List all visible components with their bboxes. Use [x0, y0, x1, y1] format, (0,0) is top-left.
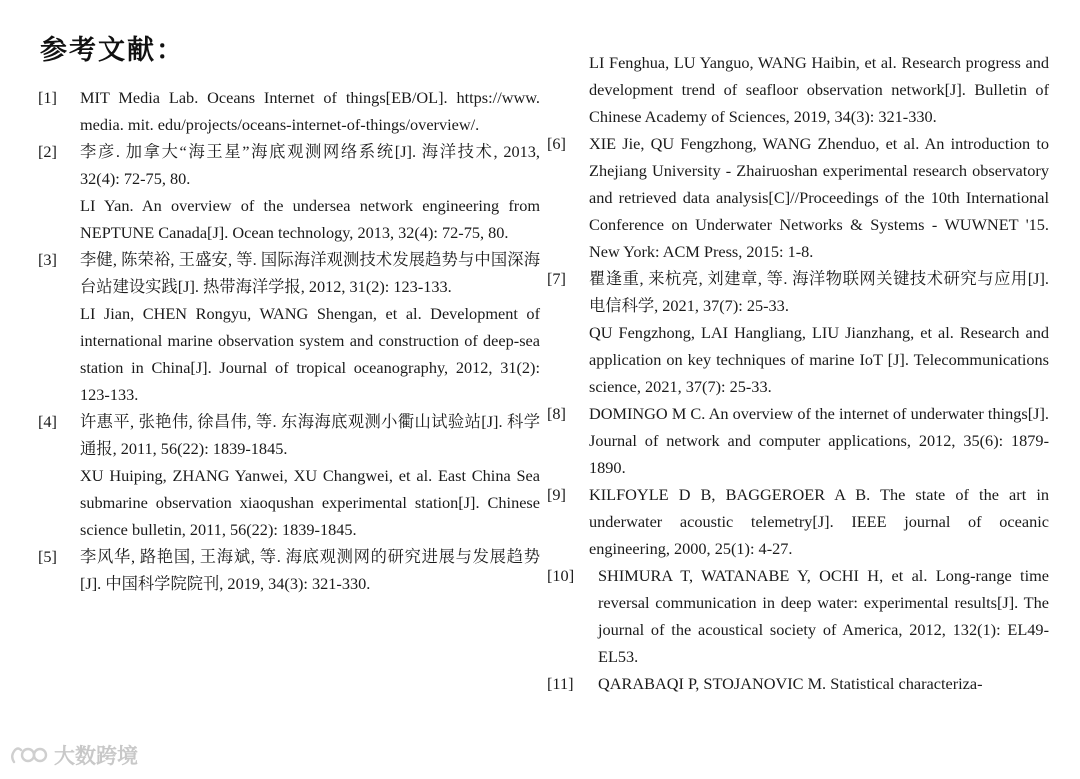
reference-4	[38, 408, 540, 543]
reference-text: 许惠平, 张艳伟, 徐昌伟, 等. 东海海底观测小衢山试验站[J]. 科学通报, 2011, 56(22): 1839-1845.	[80, 412, 540, 458]
reference-number: [6]	[547, 134, 566, 153]
reference-3	[38, 246, 540, 408]
reference-5	[38, 543, 540, 597]
reference-text: 李风华, 路艳国, 王海斌, 等. 海底观测网的研究进展与发展趋势[J]. 中国科学院院刊, 2019, 34(3): 321-330.	[80, 547, 540, 593]
reference-text: MIT Media Lab. Oceans Internet of things[EB/OL]. https://www. media. mit. edu/projects/oceans-internet-of-things/overview/.	[80, 88, 540, 134]
reference-text-translation: LI Fenghua, LU Yanguo, WANG Haibin, et al. Research progress and development trend of seafloor observation network[J]. Bulletin of Chinese Academy of Sciences, 2019, 34(3): 321-330.	[589, 53, 1049, 126]
logo-icon	[8, 742, 48, 768]
reference-text: QARABAQI P, STOJANOVIC M. Statistical characteriza-	[598, 674, 983, 693]
reference-number: [4]	[38, 412, 57, 431]
watermark	[8, 740, 138, 770]
reference-9	[547, 481, 1049, 562]
reference-text: KILFOYLE D B, BAGGEROER A B. The state of the art in underwater acoustic telemetry[J]. IEEE journal of oceanic engineering, 2000, 25(1): 4-27.	[589, 485, 1049, 558]
watermark-text: 大数跨境	[54, 744, 138, 768]
reference-text-translation: QU Fengzhong, LAI Hangliang, LIU Jianzhang, et al. Research and application on key techniques of marine IoT [J]. Telecommunications science, 2021, 37(7): 25-33.	[589, 323, 1049, 396]
page-title: 参考文献：	[40, 35, 185, 66]
reference-number: [2]	[38, 142, 57, 161]
reference-text: SHIMURA T, WATANABE Y, OCHI H, et al. Long-range time reversal communication in deep water: experimental results[J]. The journal of the acoustical society of America, 2012, 132(1): EL49-EL53.	[598, 566, 1049, 666]
reference-number: [10]	[547, 566, 575, 585]
reference-8	[547, 400, 1049, 481]
references-right-column	[547, 49, 1049, 697]
reference-number: [8]	[547, 404, 566, 423]
reference-text-translation: LI Yan. An overview of the undersea network engineering from NEPTUNE Canada[J]. Ocean technology, 2013, 32(4): 72-75, 80.	[80, 196, 540, 242]
reference-text: 李彦. 加拿大“海王星”海底观测网络系统[J]. 海洋技术, 2013, 32(4): 72-75, 80.	[80, 142, 540, 188]
reference-text: 瞿逢重, 来杭亮, 刘建章, 等. 海洋物联网关键技术研究与应用[J]. 电信科学, 2021, 37(7): 25-33.	[589, 269, 1049, 315]
reference-number: [11]	[547, 674, 574, 693]
reference-text-translation: XU Huiping, ZHANG Yanwei, XU Changwei, et al. East China Sea submarine observation xiaoqushan experimental station[J]. Chinese science bulletin, 2011, 56(22): 1839-1845.	[80, 466, 540, 539]
reference-text: XIE Jie, QU Fengzhong, WANG Zhenduo, et al. An introduction to Zhejiang University - Zhairuoshan experimental research observatory and retrieved data analysis[C]//Proceedings of the 10th International Conference on Underwater Networks & Systems - WUWNET '15. New York: ACM Press, 2015: 1-8.	[589, 134, 1049, 261]
reference-text: 李健, 陈荣裕, 王盛安, 等. 国际海洋观测技术发展趋势与中国深海台站建设实践[J]. 热带海洋学报, 2012, 31(2): 123-133.	[80, 250, 540, 296]
reference-7	[547, 265, 1049, 400]
reference-10	[547, 562, 1049, 670]
reference-number: [1]	[38, 88, 57, 107]
references-left-column	[38, 84, 540, 597]
reference-text-translation: LI Jian, CHEN Rongyu, WANG Shengan, et al. Development of international marine observation system and construction of deep-sea station in China[J]. Journal of tropical oceanography, 2012, 31(2): 123-133.	[80, 304, 540, 404]
reference-1	[38, 84, 540, 138]
reference-number: [5]	[38, 547, 57, 566]
reference-text: DOMINGO M C. An overview of the internet of underwater things[J]. Journal of network and computer applications, 2012, 35(6): 1879-1890.	[589, 404, 1049, 477]
reference-number: [9]	[547, 485, 566, 504]
reference-2	[38, 138, 540, 246]
reference-6	[547, 130, 1049, 265]
reference-number: [7]	[547, 269, 566, 288]
reference-11	[547, 670, 1049, 697]
reference-5-continuation	[547, 49, 1049, 130]
reference-number: [3]	[38, 250, 57, 269]
